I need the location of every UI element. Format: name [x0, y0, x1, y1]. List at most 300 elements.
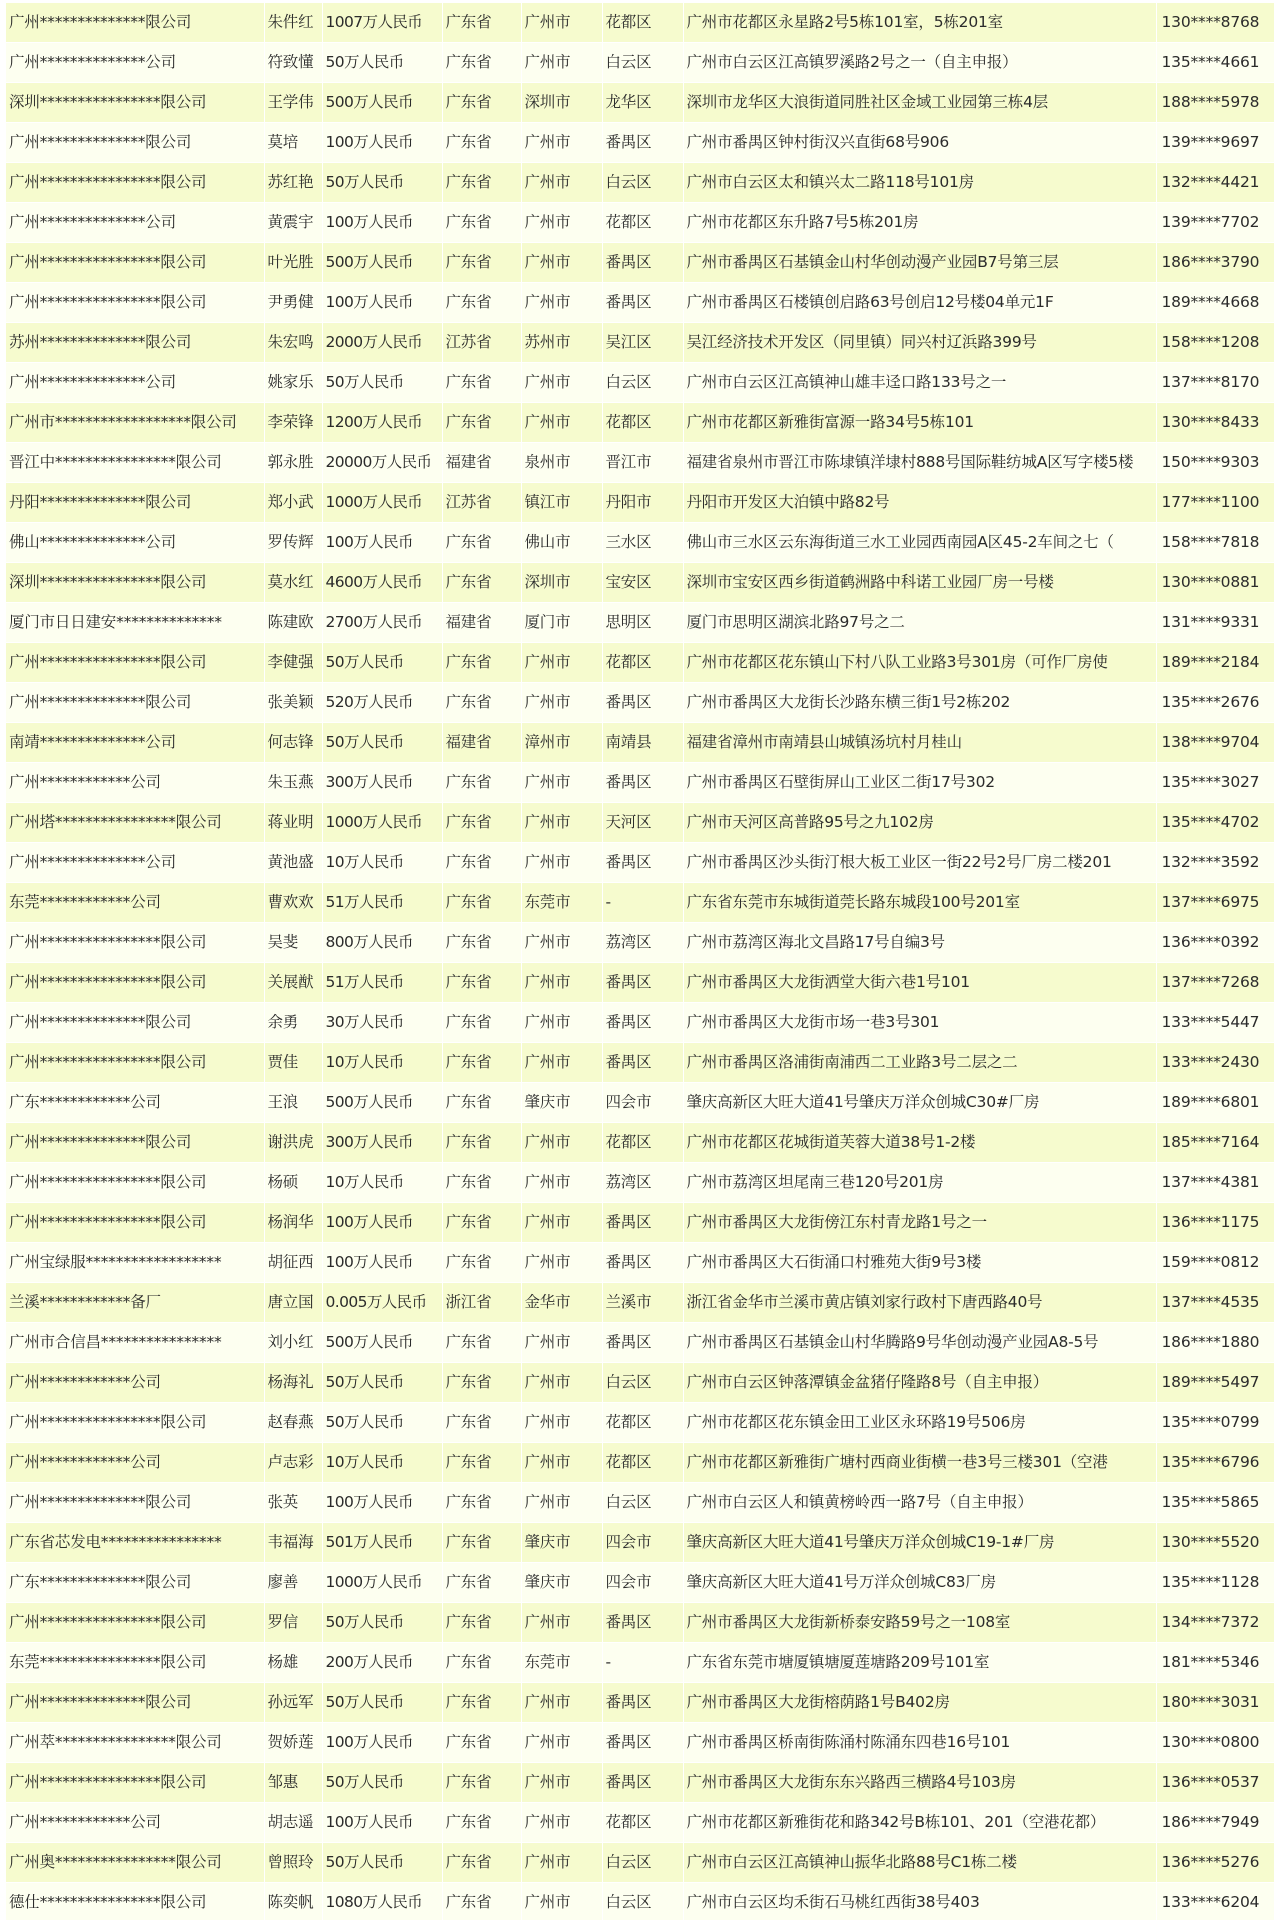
- registered-capital-cell: 1080万人民币: [322, 1883, 442, 1920]
- company-name-cell: 广州**************公司: [6, 843, 264, 883]
- legal-person-cell: 莫水红: [264, 563, 322, 603]
- address-cell: 浙江省金华市兰溪市黄店镇刘家行政村下唐西路40号: [683, 1283, 1156, 1323]
- district-cell: 番禺区: [602, 1683, 683, 1723]
- company-name-cell: 厦门市日日建安**************: [6, 603, 264, 643]
- province-cell: 江苏省: [442, 323, 521, 363]
- district-cell: 三水区: [602, 523, 683, 563]
- province-cell: 广东省: [442, 883, 521, 923]
- company-name-cell: 广州**************限公司: [6, 1003, 264, 1043]
- city-cell: 东莞市: [521, 1643, 602, 1683]
- district-cell: 花都区: [602, 203, 683, 243]
- registered-capital-cell: 10万人民币: [322, 843, 442, 883]
- district-cell: 番禺区: [602, 1043, 683, 1083]
- company-name-cell: 广州**************公司: [6, 363, 264, 403]
- province-cell: 广东省: [442, 83, 521, 123]
- registered-capital-cell: 50万人民币: [322, 43, 442, 83]
- city-cell: 广州市: [521, 1363, 602, 1403]
- company-name-cell: 深圳****************限公司: [6, 83, 264, 123]
- city-cell: 广州市: [521, 163, 602, 203]
- province-cell: 广东省: [442, 1443, 521, 1483]
- address-cell: 广州市花都区新雅街花和路342号B栋101、201（空港花都）: [683, 1803, 1156, 1843]
- address-cell: 广州市番禺区石基镇金山村华创动漫产业园B7号第三层: [683, 243, 1156, 283]
- legal-person-cell: 李荣锋: [264, 403, 322, 443]
- province-cell: 广东省: [442, 1043, 521, 1083]
- district-cell: 龙华区: [602, 83, 683, 123]
- table-row: [6, 1763, 1274, 1803]
- company-table: [6, 3, 1275, 1920]
- district-cell: 番禺区: [602, 843, 683, 883]
- registered-capital-cell: 500万人民币: [322, 1083, 442, 1123]
- district-cell: 荔湾区: [602, 1163, 683, 1203]
- city-cell: 镇江市: [521, 483, 602, 523]
- table-row: [6, 1683, 1274, 1723]
- company-name-cell: 广东**************限公司: [6, 1563, 264, 1603]
- province-cell: 广东省: [442, 523, 521, 563]
- registered-capital-cell: 500万人民币: [322, 1323, 442, 1363]
- province-cell: 广东省: [442, 203, 521, 243]
- phone-cell: 135****1128: [1156, 1563, 1274, 1603]
- company-name-cell: 广州**************限公司: [6, 683, 264, 723]
- district-cell: 番禺区: [602, 763, 683, 803]
- city-cell: 广州市: [521, 1403, 602, 1443]
- district-cell: 白云区: [602, 1483, 683, 1523]
- legal-person-cell: 姚家乐: [264, 363, 322, 403]
- district-cell: 宝安区: [602, 563, 683, 603]
- company-name-cell: 广州宝绿服******************: [6, 1243, 264, 1283]
- phone-cell: 130****0800: [1156, 1723, 1274, 1763]
- table-row: [6, 923, 1274, 963]
- legal-person-cell: 杨海礼: [264, 1363, 322, 1403]
- registered-capital-cell: 100万人民币: [322, 1483, 442, 1523]
- legal-person-cell: 吴斐: [264, 923, 322, 963]
- table-row: [6, 1403, 1274, 1443]
- district-cell: 白云区: [602, 43, 683, 83]
- company-name-cell: 广州**************公司: [6, 43, 264, 83]
- city-cell: 广州市: [521, 1483, 602, 1523]
- legal-person-cell: 韦福海: [264, 1523, 322, 1563]
- legal-person-cell: 关展猷: [264, 963, 322, 1003]
- company-name-cell: 广州**************公司: [6, 203, 264, 243]
- phone-cell: 181****5346: [1156, 1643, 1274, 1683]
- legal-person-cell: 孙远军: [264, 1683, 322, 1723]
- province-cell: 广东省: [442, 1003, 521, 1043]
- district-cell: 番禺区: [602, 123, 683, 163]
- province-cell: 广东省: [442, 963, 521, 1003]
- address-cell: 广州市白云区江高镇神山雄丰迳口路133号之一: [683, 363, 1156, 403]
- province-cell: 广东省: [442, 1083, 521, 1123]
- city-cell: 广州市: [521, 1323, 602, 1363]
- registered-capital-cell: 501万人民币: [322, 1523, 442, 1563]
- phone-cell: 137****8170: [1156, 363, 1274, 403]
- address-cell: 广州市荔湾区海北文昌路17号自编3号: [683, 923, 1156, 963]
- registered-capital-cell: 51万人民币: [322, 963, 442, 1003]
- legal-person-cell: 朱件红: [264, 3, 322, 43]
- address-cell: 厦门市思明区湖滨北路97号之二: [683, 603, 1156, 643]
- district-cell: 花都区: [602, 1403, 683, 1443]
- city-cell: 广州市: [521, 1163, 602, 1203]
- legal-person-cell: 尹勇健: [264, 283, 322, 323]
- address-cell: 广州市天河区高普路95号之九102房: [683, 803, 1156, 843]
- legal-person-cell: 黄震宇: [264, 203, 322, 243]
- registered-capital-cell: 100万人民币: [322, 523, 442, 563]
- city-cell: 广州市: [521, 803, 602, 843]
- district-cell: 兰溪市: [602, 1283, 683, 1323]
- phone-cell: 158****1208: [1156, 323, 1274, 363]
- city-cell: 深圳市: [521, 83, 602, 123]
- registered-capital-cell: 20000万人民币: [322, 443, 442, 483]
- province-cell: 广东省: [442, 1363, 521, 1403]
- company-name-cell: 广州************公司: [6, 763, 264, 803]
- table-row: [6, 83, 1274, 123]
- table-row: [6, 443, 1274, 483]
- table-row: [6, 1203, 1274, 1243]
- table-row: [6, 1843, 1274, 1883]
- address-cell: 广州市番禺区大龙街东东兴路西三横路4号103房: [683, 1763, 1156, 1803]
- city-cell: 广州市: [521, 1883, 602, 1920]
- company-name-cell: 广州************公司: [6, 1443, 264, 1483]
- province-cell: 广东省: [442, 1123, 521, 1163]
- registered-capital-cell: 0.005万人民币: [322, 1283, 442, 1323]
- province-cell: 广东省: [442, 1203, 521, 1243]
- province-cell: 广东省: [442, 363, 521, 403]
- table-row: [6, 1083, 1274, 1123]
- registered-capital-cell: 10万人民币: [322, 1443, 442, 1483]
- legal-person-cell: 曾照玲: [264, 1843, 322, 1883]
- registered-capital-cell: 520万人民币: [322, 683, 442, 723]
- address-cell: 丹阳市开发区大泊镇中路82号: [683, 483, 1156, 523]
- province-cell: 广东省: [442, 123, 521, 163]
- phone-cell: 135****5865: [1156, 1483, 1274, 1523]
- company-name-cell: 广州************公司: [6, 1363, 264, 1403]
- company-name-cell: 佛山**************公司: [6, 523, 264, 563]
- registered-capital-cell: 50万人民币: [322, 1603, 442, 1643]
- address-cell: 吴江经济技术开发区（同里镇）同兴村辽浜路399号: [683, 323, 1156, 363]
- province-cell: 广东省: [442, 763, 521, 803]
- phone-cell: 136****5276: [1156, 1843, 1274, 1883]
- registered-capital-cell: 1000万人民币: [322, 803, 442, 843]
- phone-cell: 180****3031: [1156, 1683, 1274, 1723]
- table-row: [6, 803, 1274, 843]
- registered-capital-cell: 4600万人民币: [322, 563, 442, 603]
- table-row: [6, 683, 1274, 723]
- phone-cell: 189****6801: [1156, 1083, 1274, 1123]
- registered-capital-cell: 100万人民币: [322, 123, 442, 163]
- phone-cell: 136****0392: [1156, 923, 1274, 963]
- phone-cell: 134****7372: [1156, 1603, 1274, 1643]
- registered-capital-cell: 1000万人民币: [322, 483, 442, 523]
- city-cell: 广州市: [521, 1123, 602, 1163]
- legal-person-cell: 叶光胜: [264, 243, 322, 283]
- city-cell: 厦门市: [521, 603, 602, 643]
- table-row: [6, 523, 1274, 563]
- registered-capital-cell: 100万人民币: [322, 1203, 442, 1243]
- district-cell: 番禺区: [602, 963, 683, 1003]
- company-name-cell: 广州****************限公司: [6, 243, 264, 283]
- legal-person-cell: 朱宏鸣: [264, 323, 322, 363]
- company-name-cell: 广州****************限公司: [6, 643, 264, 683]
- district-cell: -: [602, 1643, 683, 1683]
- province-cell: 广东省: [442, 3, 521, 43]
- district-cell: -: [602, 883, 683, 923]
- district-cell: 四会市: [602, 1083, 683, 1123]
- phone-cell: 136****0537: [1156, 1763, 1274, 1803]
- legal-person-cell: 蒋业明: [264, 803, 322, 843]
- phone-cell: 158****7818: [1156, 523, 1274, 563]
- city-cell: 广州市: [521, 43, 602, 83]
- address-cell: 广州市白云区钟落潭镇金盆猪仔隆路8号（自主申报）: [683, 1363, 1156, 1403]
- table-row: [6, 1603, 1274, 1643]
- district-cell: 番禺区: [602, 1203, 683, 1243]
- phone-cell: 137****4535: [1156, 1283, 1274, 1323]
- registered-capital-cell: 50万人民币: [322, 1763, 442, 1803]
- address-cell: 深圳市龙华区大浪街道同胜社区金域工业园第三栋4层: [683, 83, 1156, 123]
- company-name-cell: 广州**************限公司: [6, 123, 264, 163]
- district-cell: 番禺区: [602, 1323, 683, 1363]
- province-cell: 广东省: [442, 643, 521, 683]
- district-cell: 番禺区: [602, 1003, 683, 1043]
- address-cell: 广州市番禺区石楼镇创启路63号创启12号楼04单元1F: [683, 283, 1156, 323]
- address-cell: 肇庆高新区大旺大道41号肇庆万洋众创城C19-1#厂房: [683, 1523, 1156, 1563]
- company-name-cell: 广东省芯发电****************: [6, 1523, 264, 1563]
- legal-person-cell: 何志锋: [264, 723, 322, 763]
- table-row: [6, 323, 1274, 363]
- district-cell: 白云区: [602, 163, 683, 203]
- address-cell: 广州市白云区江高镇神山振华北路88号C1栋二楼: [683, 1843, 1156, 1883]
- table-row: [6, 1483, 1274, 1523]
- legal-person-cell: 莫培: [264, 123, 322, 163]
- province-cell: 广东省: [442, 1843, 521, 1883]
- registered-capital-cell: 200万人民币: [322, 1643, 442, 1683]
- table-row: [6, 1323, 1274, 1363]
- district-cell: 番禺区: [602, 1723, 683, 1763]
- company-name-cell: 深圳****************限公司: [6, 563, 264, 603]
- district-cell: 四会市: [602, 1523, 683, 1563]
- company-name-cell: 东莞************公司: [6, 883, 264, 923]
- city-cell: 深圳市: [521, 563, 602, 603]
- phone-cell: 133****2430: [1156, 1043, 1274, 1083]
- table-row: [6, 1523, 1274, 1563]
- registered-capital-cell: 50万人民币: [322, 1683, 442, 1723]
- company-name-cell: 广州****************限公司: [6, 1603, 264, 1643]
- registered-capital-cell: 51万人民币: [322, 883, 442, 923]
- company-name-cell: 广州市******************限公司: [6, 403, 264, 443]
- legal-person-cell: 符致懂: [264, 43, 322, 83]
- company-name-cell: 广东************公司: [6, 1083, 264, 1123]
- registered-capital-cell: 50万人民币: [322, 363, 442, 403]
- province-cell: 广东省: [442, 1803, 521, 1843]
- legal-person-cell: 曹欢欢: [264, 883, 322, 923]
- phone-cell: 139****7702: [1156, 203, 1274, 243]
- province-cell: 广东省: [442, 1763, 521, 1803]
- registered-capital-cell: 50万人民币: [322, 1363, 442, 1403]
- province-cell: 广东省: [442, 243, 521, 283]
- city-cell: 苏州市: [521, 323, 602, 363]
- phone-cell: 150****9303: [1156, 443, 1274, 483]
- company-name-cell: 广州****************限公司: [6, 1163, 264, 1203]
- company-name-cell: 广州****************限公司: [6, 163, 264, 203]
- registered-capital-cell: 50万人民币: [322, 723, 442, 763]
- company-name-cell: 广州****************限公司: [6, 1403, 264, 1443]
- phone-cell: 135****4702: [1156, 803, 1274, 843]
- phone-cell: 136****1175: [1156, 1203, 1274, 1243]
- phone-cell: 138****9704: [1156, 723, 1274, 763]
- city-cell: 金华市: [521, 1283, 602, 1323]
- city-cell: 广州市: [521, 403, 602, 443]
- city-cell: 广州市: [521, 123, 602, 163]
- address-cell: 广州市番禺区洛浦街南浦西二工业路3号二层之二: [683, 1043, 1156, 1083]
- table-row: [6, 1163, 1274, 1203]
- company-name-cell: 广州****************限公司: [6, 1043, 264, 1083]
- province-cell: 广东省: [442, 1563, 521, 1603]
- phone-cell: 139****9697: [1156, 123, 1274, 163]
- city-cell: 广州市: [521, 283, 602, 323]
- phone-cell: 135****0799: [1156, 1403, 1274, 1443]
- address-cell: 广州市番禺区大龙街新桥泰安路59号之一108室: [683, 1603, 1156, 1643]
- city-cell: 广州市: [521, 203, 602, 243]
- city-cell: 广州市: [521, 1003, 602, 1043]
- city-cell: 广州市: [521, 243, 602, 283]
- address-cell: 广州市番禺区沙头街汀根大板工业区一街22号2号厂房二楼201: [683, 843, 1156, 883]
- address-cell: 广州市白云区均禾街石马桃红西街38号403: [683, 1883, 1156, 1920]
- district-cell: 番禺区: [602, 1763, 683, 1803]
- district-cell: 思明区: [602, 603, 683, 643]
- province-cell: 广东省: [442, 1603, 521, 1643]
- legal-person-cell: 郭永胜: [264, 443, 322, 483]
- phone-cell: 177****1100: [1156, 483, 1274, 523]
- legal-person-cell: 谢洪虎: [264, 1123, 322, 1163]
- address-cell: 广州市白云区太和镇兴太二路118号101房: [683, 163, 1156, 203]
- address-cell: 广州市番禺区大龙街市场一巷3号301: [683, 1003, 1156, 1043]
- phone-cell: 159****0812: [1156, 1243, 1274, 1283]
- province-cell: 广东省: [442, 1683, 521, 1723]
- legal-person-cell: 罗信: [264, 1603, 322, 1643]
- registered-capital-cell: 50万人民币: [322, 163, 442, 203]
- company-name-cell: 广州奥****************限公司: [6, 1843, 264, 1883]
- phone-cell: 133****5447: [1156, 1003, 1274, 1043]
- table-row: [6, 1803, 1274, 1843]
- registered-capital-cell: 100万人民币: [322, 283, 442, 323]
- phone-cell: 137****4381: [1156, 1163, 1274, 1203]
- address-cell: 广州市番禺区大龙街傍江东村青龙路1号之一: [683, 1203, 1156, 1243]
- legal-person-cell: 杨硕: [264, 1163, 322, 1203]
- registered-capital-cell: 50万人民币: [322, 1403, 442, 1443]
- address-cell: 广州市花都区花城街道芙蓉大道38号1-2楼: [683, 1123, 1156, 1163]
- province-cell: 广东省: [442, 1523, 521, 1563]
- registered-capital-cell: 500万人民币: [322, 243, 442, 283]
- city-cell: 广州市: [521, 1203, 602, 1243]
- phone-cell: 130****8768: [1156, 3, 1274, 43]
- province-cell: 广东省: [442, 803, 521, 843]
- legal-person-cell: 贾佳: [264, 1043, 322, 1083]
- company-name-cell: 南靖**************公司: [6, 723, 264, 763]
- legal-person-cell: 陈奕帆: [264, 1883, 322, 1920]
- legal-person-cell: 黄池盛: [264, 843, 322, 883]
- legal-person-cell: 邹惠: [264, 1763, 322, 1803]
- phone-cell: 185****7164: [1156, 1123, 1274, 1163]
- province-cell: 福建省: [442, 443, 521, 483]
- city-cell: 广州市: [521, 1763, 602, 1803]
- company-table-body: [6, 3, 1274, 1920]
- table-row: [6, 363, 1274, 403]
- registered-capital-cell: 800万人民币: [322, 923, 442, 963]
- province-cell: 广东省: [442, 1323, 521, 1363]
- table-row: [6, 1643, 1274, 1683]
- city-cell: 广州市: [521, 1443, 602, 1483]
- legal-person-cell: 唐立国: [264, 1283, 322, 1323]
- table-row: [6, 843, 1274, 883]
- legal-person-cell: 罗传辉: [264, 523, 322, 563]
- address-cell: 广州市花都区永星路2号5栋101室，5栋201室: [683, 3, 1156, 43]
- company-name-cell: 广州**************限公司: [6, 1123, 264, 1163]
- table-row: [6, 203, 1274, 243]
- province-cell: 广东省: [442, 1163, 521, 1203]
- address-cell: 广州市白云区江高镇罗溪路2号之一（自主申报）: [683, 43, 1156, 83]
- legal-person-cell: 苏红艳: [264, 163, 322, 203]
- table-row: [6, 1283, 1274, 1323]
- address-cell: 广州市荔湾区坦尾南三巷120号201房: [683, 1163, 1156, 1203]
- district-cell: 番禺区: [602, 1603, 683, 1643]
- phone-cell: 133****6204: [1156, 1883, 1274, 1920]
- district-cell: 花都区: [602, 1803, 683, 1843]
- registered-capital-cell: 30万人民币: [322, 1003, 442, 1043]
- table-row: [6, 603, 1274, 643]
- phone-cell: 137****6975: [1156, 883, 1274, 923]
- phone-cell: 188****5978: [1156, 83, 1274, 123]
- city-cell: 广州市: [521, 683, 602, 723]
- legal-person-cell: 卢志彩: [264, 1443, 322, 1483]
- province-cell: 广东省: [442, 843, 521, 883]
- company-name-cell: 广州****************限公司: [6, 963, 264, 1003]
- phone-cell: 189****4668: [1156, 283, 1274, 323]
- table-row: [6, 283, 1274, 323]
- district-cell: 花都区: [602, 403, 683, 443]
- district-cell: 荔湾区: [602, 923, 683, 963]
- registered-capital-cell: 1000万人民币: [322, 1563, 442, 1603]
- table-row: [6, 3, 1274, 43]
- province-cell: 广东省: [442, 163, 521, 203]
- company-name-cell: 广州****************限公司: [6, 923, 264, 963]
- city-cell: 广州市: [521, 643, 602, 683]
- city-cell: 肇庆市: [521, 1523, 602, 1563]
- table-row: [6, 963, 1274, 1003]
- phone-cell: 135****4661: [1156, 43, 1274, 83]
- province-cell: 广东省: [442, 923, 521, 963]
- legal-person-cell: 赵春燕: [264, 1403, 322, 1443]
- phone-cell: 132****3592: [1156, 843, 1274, 883]
- address-cell: 福建省漳州市南靖县山城镇汤坑村月桂山: [683, 723, 1156, 763]
- city-cell: 广州市: [521, 843, 602, 883]
- address-cell: 肇庆高新区大旺大道41号肇庆万洋众创城C30#厂房: [683, 1083, 1156, 1123]
- table-row: [6, 43, 1274, 83]
- district-cell: 白云区: [602, 1843, 683, 1883]
- city-cell: 肇庆市: [521, 1563, 602, 1603]
- legal-person-cell: 郑小武: [264, 483, 322, 523]
- city-cell: 肇庆市: [521, 1083, 602, 1123]
- legal-person-cell: 张英: [264, 1483, 322, 1523]
- company-name-cell: 广州**************限公司: [6, 1483, 264, 1523]
- province-cell: 广东省: [442, 1723, 521, 1763]
- registered-capital-cell: 50万人民币: [322, 1843, 442, 1883]
- district-cell: 白云区: [602, 1363, 683, 1403]
- phone-cell: 189****2184: [1156, 643, 1274, 683]
- district-cell: 天河区: [602, 803, 683, 843]
- company-name-cell: 广州****************限公司: [6, 1203, 264, 1243]
- company-name-cell: 广州**************限公司: [6, 1683, 264, 1723]
- legal-person-cell: 杨雄: [264, 1643, 322, 1683]
- company-name-cell: 广州****************限公司: [6, 283, 264, 323]
- phone-cell: 132****4421: [1156, 163, 1274, 203]
- district-cell: 番禺区: [602, 243, 683, 283]
